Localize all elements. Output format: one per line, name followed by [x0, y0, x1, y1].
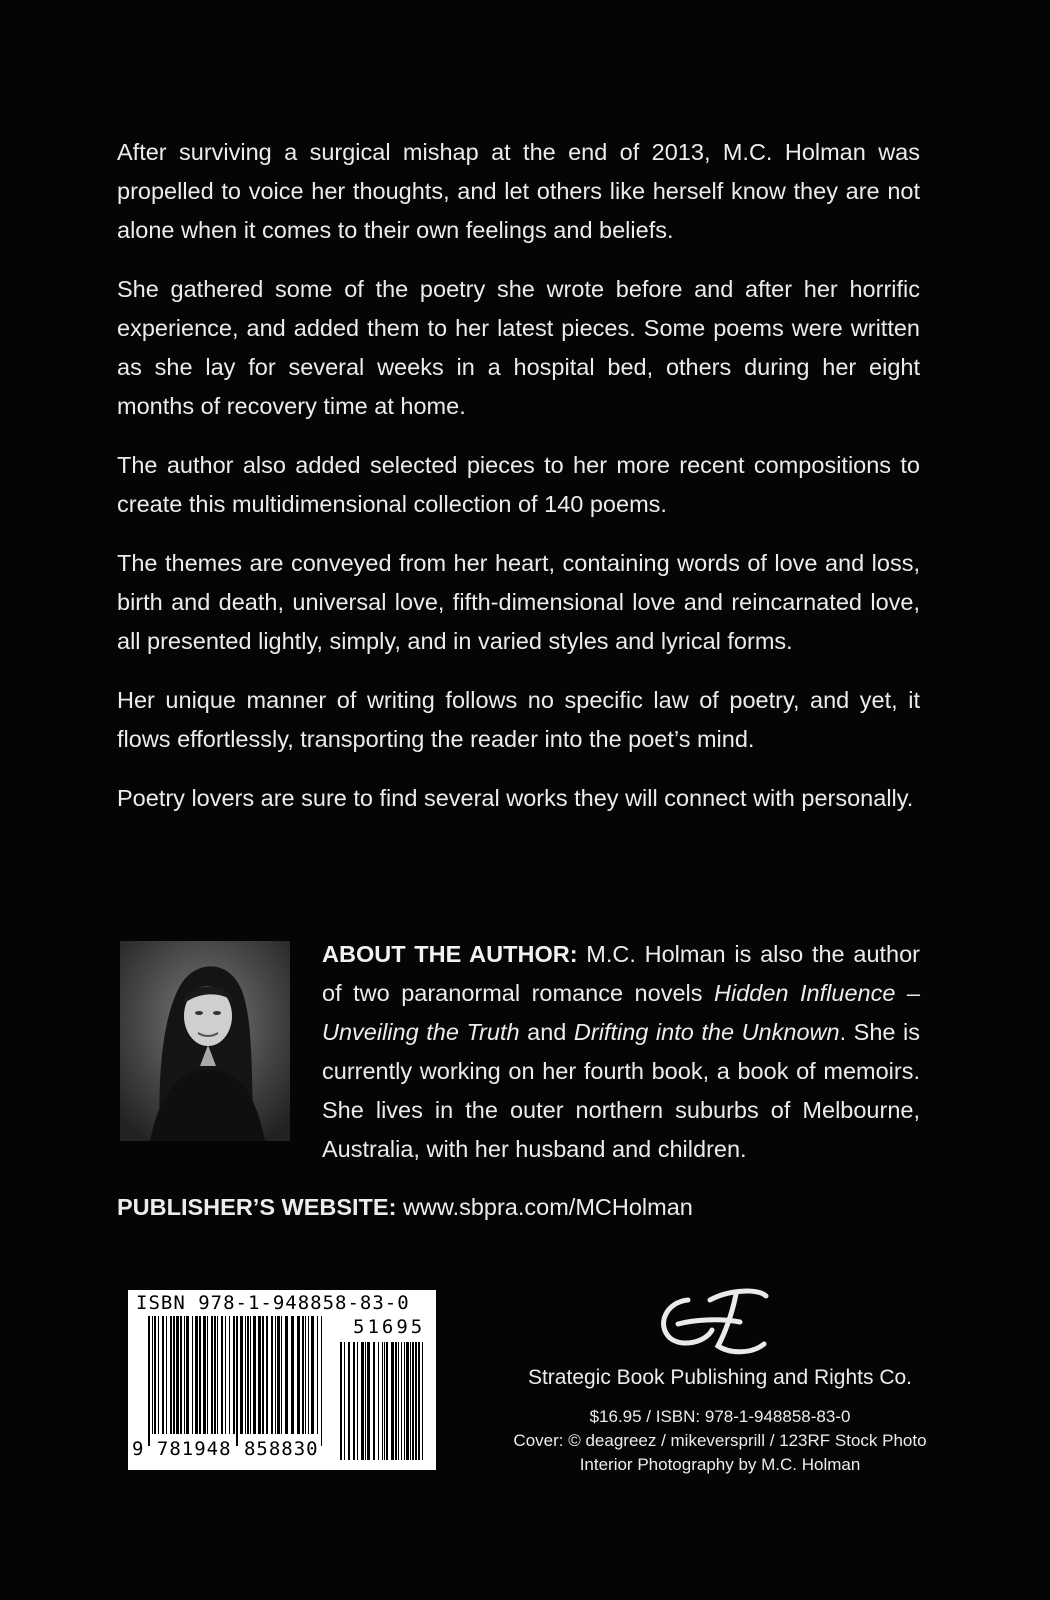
publisher-logo [648, 1280, 778, 1360]
bio-and: and [519, 1019, 574, 1045]
blurb-paragraph-2: She gathered some of the poetry she wrote before and after her horrific experience, and added them to her latest pieces. Some poems were written as she lay for several weeks in a hospital bed, others during her eight months of recovery time at home. [117, 276, 920, 419]
blurb-paragraph-6: Poetry lovers are sure to find several works they will connect with personally. [117, 785, 914, 811]
book-title-1: Hidden Influence – Unveiling the Truth [322, 980, 920, 1045]
interior-credit: Interior Photography by M.C. Holman [579, 1455, 861, 1474]
bio-text-b: . She is currently working on her fourth book, a book of memoirs. She lives in the outer northern suburbs of Melbourne, Australia, with her husband and children. [322, 1019, 920, 1162]
website-label: PUBLISHER’S WEBSITE: [117, 1194, 397, 1220]
blurb-paragraph-4: The themes are conveyed from her heart, containing words of love and loss, birth and death, universal love, fifth-dimensional love and reincarnated love, all presented lightly, simply, and in varied styles and lyrical forms. [117, 550, 920, 654]
about-heading: ABOUT THE AUTHOR: [322, 941, 578, 967]
publisher-credits [455, 1405, 985, 1477]
website-url: www.sbpra.com/MCHolman [396, 1194, 693, 1220]
cover-credit: Cover: © deagreez / mikeversprill / 123RF Stock Photo [513, 1431, 927, 1450]
blurb-paragraph-3: The author also added selected pieces to her more recent compositions to create this multidimensional collection of 140 poems. [117, 452, 920, 517]
barcode-price-code: 51695 [353, 1316, 426, 1338]
author-portrait-image [120, 941, 290, 1141]
author-bio [322, 935, 920, 1169]
publisher-website [117, 1188, 693, 1227]
price-isbn: $16.95 / ISBN: 978-1-948858-83-0 [589, 1407, 851, 1426]
barcode-isbn-label: ISBN 978-1-948858-83-0 [136, 1292, 410, 1314]
blurb [117, 133, 920, 838]
author-photo [120, 941, 290, 1141]
barcode [128, 1290, 436, 1470]
bio-text-a: M.C. Holman is also the author of two paranormal romance novels [322, 941, 921, 1006]
blurb-paragraph-1: After surviving a surgical mishap at the end of 2013, M.C. Holman was propelled to voice her thoughts, and let others like herself know they are not alone when it comes to their own feelings and beliefs. [117, 139, 920, 243]
barcode-digits: 9 781948 858830 [132, 1438, 319, 1460]
publisher-name: Strategic Book Publishing and Rights Co. [527, 1366, 913, 1389]
book-title-2: Drifting into the Unknown [573, 1019, 840, 1045]
about-the-author [117, 935, 920, 1165]
blurb-paragraph-5: Her unique manner of writing follows no specific law of poetry, and yet, it flows effortlessly, transporting the reader into the poet’s mind. [117, 687, 920, 752]
